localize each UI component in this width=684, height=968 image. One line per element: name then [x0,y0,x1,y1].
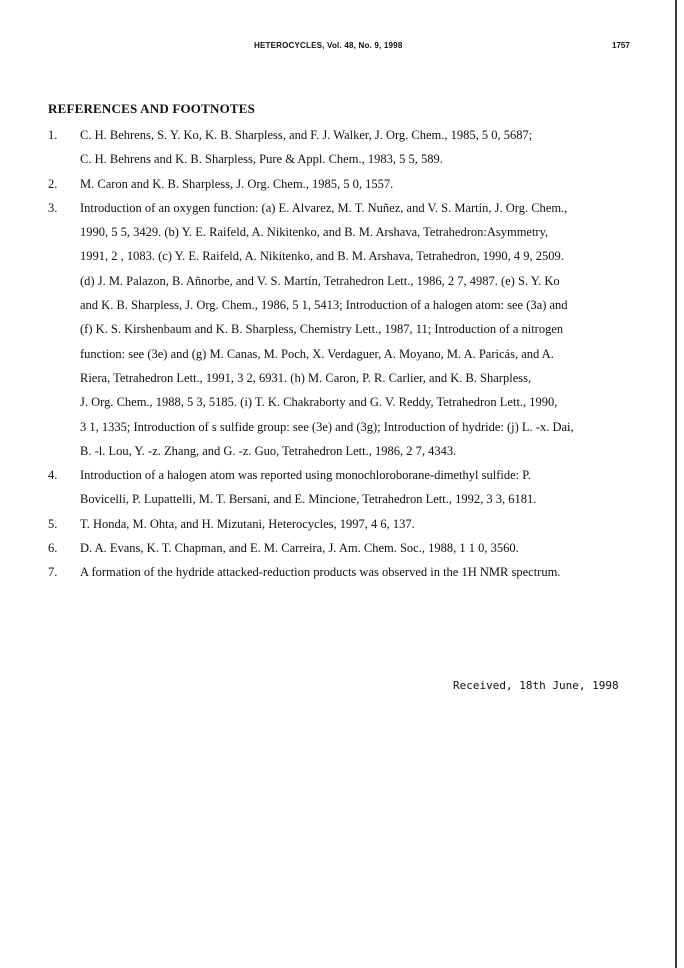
reference-item [0,123,675,172]
reference-text-line: Introduction of a halogen atom was reported using monochloroborane-dimethyl sulfide: P. [80,468,531,483]
page-number: 1757 [612,41,630,50]
reference-item [0,196,675,463]
reference-item [0,536,675,560]
reference-item [0,463,675,512]
reference-item [0,172,675,196]
reference-text-line: (f) K. S. Kirshenbaum and K. B. Sharpless, Chemistry Lett., 1987, 11; Introduction of a nitrogen [80,322,564,337]
reference-item [0,560,675,584]
reference-number: 6. [48,541,58,556]
received-date: Received, 18th June, 1998 [453,679,619,692]
reference-text-line: Riera, Tetrahedron Lett., 1991, 3 2, 6931. (h) M. Caron, P. R. Carlier, and K. B. Sharpless, [80,370,532,385]
reference-text-line: and K. B. Sharpless, J. Org. Chem., 1986, 5 1, 5413; Introduction of a halogen atom: see (3a) and [80,298,568,313]
reference-text-line: J. Org. Chem., 1988, 5 3, 5185. (i) T. K. Chakraborty and G. V. Reddy, Tetrahedron Lett., 1990, [80,395,558,410]
reference-item [0,512,675,536]
reference-text-line: (d) J. M. Palazon, B. Añnorbe, and V. S. Martín, Tetrahedron Lett., 1986, 2 7, 4987. (e) S. Y. Ko [80,273,560,288]
running-head: HETEROCYCLES, Vol. 48, No. 9, 1998 [254,41,403,50]
page-edge-rule [675,0,677,968]
reference-text-line: B. -l. Lou, Y. -z. Zhang, and G. -z. Guo, Tetrahedron Lett., 1986, 2 7, 4343. [80,443,457,458]
reference-text-line: C. H. Behrens, S. Y. Ko, K. B. Sharpless, and F. J. Walker, J. Org. Chem., 1985, 5 0, 5687; [80,128,533,142]
reference-text-line: A formation of the hydride attacked-reduction products was observed in the 1H NMR spectrum. [80,565,561,580]
reference-number: 5. [48,516,58,531]
reference-text-line: 1991, 2 , 1083. (c) Y. E. Raifeld, A. Nikitenko, and B. M. Arshava, Tetrahedron, 1990, 4 9, 2509. [80,249,564,264]
reference-number: 2. [48,176,58,191]
reference-text-line: D. A. Evans, K. T. Chapman, and E. M. Carreira, J. Am. Chem. Soc., 1988, 1 1 0, 3560. [80,541,519,556]
section-title: REFERENCES AND FOOTNOTES [48,101,256,116]
reference-number: 7. [48,565,58,580]
reference-text-line: 1990, 5 5, 3429. (b) Y. E. Raifeld, A. Nikitenko, and B. M. Arshava, Tetrahedron:Asymmetry, [80,225,549,240]
reference-list [0,123,675,585]
reference-text-line: Bovicelli, P. Lupattelli, M. T. Bersani, and E. Mincione, Tetrahedron Lett., 1992, 3 3, 6181. [80,492,537,507]
reference-text-line: C. H. Behrens and K. B. Sharpless, Pure & Appl. Chem., 1983, 5 5, 589. [80,152,443,167]
reference-number: 1. [48,128,58,142]
reference-text-line: T. Honda, M. Ohta, and H. Mizutani, Heterocycles, 1997, 4 6, 137. [80,516,415,531]
reference-text-line: M. Caron and K. B. Sharpless, J. Org. Chem., 1985, 5 0, 1557. [80,176,394,191]
reference-text-line: function: see (3e) and (g) M. Canas, M. Poch, X. Verdaguer, A. Moyano, M. A. Paricás, and A. [80,346,554,361]
reference-text-line: 3 1, 1335; Introduction of s sulfide group: see (3e) and (3g); Introduction of hydride: (j) L. -x. Dai, [80,419,574,434]
reference-number: 3. [48,200,58,215]
reference-text-line: Introduction of an oxygen function: (a) E. Alvarez, M. T. Nuñez, and V. S. Martín, J. Org. Chem., [80,200,568,215]
reference-number: 4. [48,468,58,483]
